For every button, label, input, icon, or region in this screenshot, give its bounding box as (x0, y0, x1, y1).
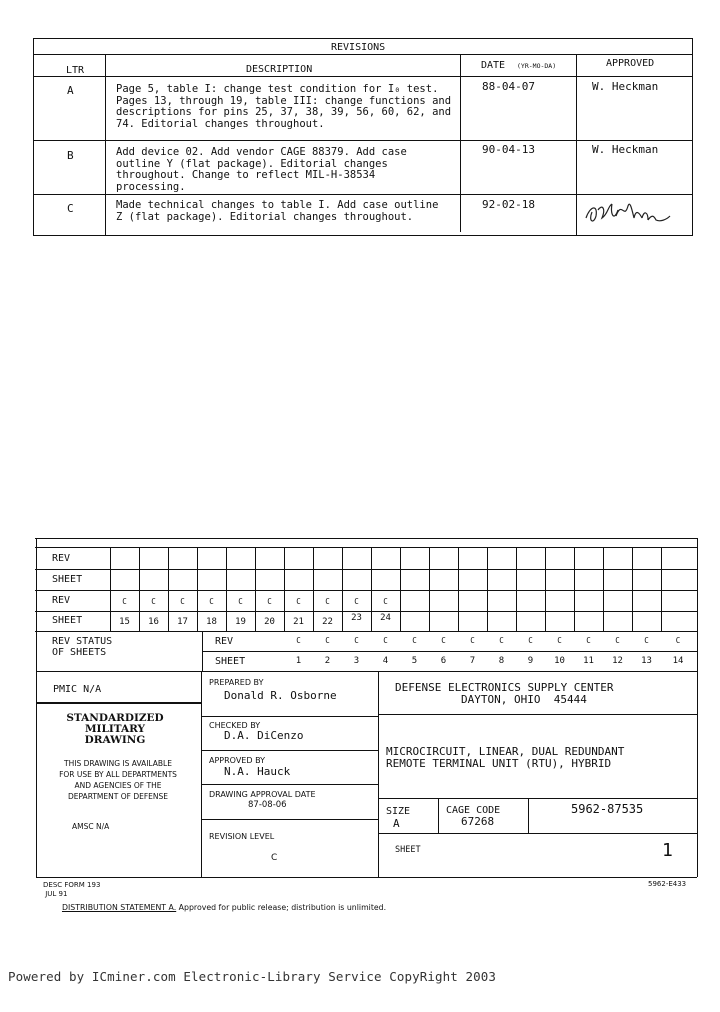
standardized-military-drawing: STANDARDIZED MILITARY DRAWING (66, 712, 164, 746)
sheet-cell: 17 (177, 617, 188, 627)
status-sheet-cell: 1 (295, 656, 302, 666)
size-value: A (393, 817, 400, 830)
availability-note: THIS DRAWING IS AVAILABLE FOR USE BY ALL DEPARTMENTS AND AGENCIES OF THE DEPARTMENT OF DEFENSE (59, 759, 177, 801)
sheet-cell: 19 (235, 617, 246, 627)
prepared-by: Donald R. Osborne (224, 689, 337, 702)
status-sheet-cell: 6 (440, 656, 447, 666)
date-format-header: (YR-MO-DA) (517, 62, 557, 70)
sheet-cell: 23 (351, 613, 362, 623)
checked-by-label: CHECKED BY (209, 721, 261, 730)
status-rev-cell: C (441, 636, 446, 645)
drawing-number: 5962-87535 (571, 802, 644, 816)
sheet-label-title: SHEET (395, 845, 421, 855)
rev-row-date: 92-02-18 (482, 198, 535, 211)
status-sheet-cell: 14 (672, 656, 684, 666)
status-rev-cell: C (675, 636, 681, 645)
status-rev-cell: C (470, 636, 475, 645)
sheet-cell: 21 (293, 617, 304, 627)
rev-row-approved: W. Heckman (592, 80, 659, 93)
agency-city: DAYTON, OHIO 45444 (461, 693, 587, 706)
sheet-cell: 15 (119, 617, 130, 627)
rev-row-ltr: C (67, 202, 74, 215)
rev-row-ltr: B (67, 149, 74, 162)
sheet-cell: 24 (380, 613, 391, 623)
status-rev-cell: C (325, 636, 330, 645)
status-rev-cell: C (499, 636, 504, 645)
approved-header: APPROVED (606, 58, 655, 69)
description-header: DESCRIPTION (246, 64, 313, 75)
rev-row-ltr: A (67, 84, 74, 97)
rev-cell: C (151, 597, 156, 606)
status-rev-cell: C (296, 636, 301, 645)
status-sheet-cell: 12 (612, 656, 623, 666)
approved-by: N.A. Hauck (224, 765, 291, 778)
rev-label: REV (52, 595, 71, 606)
rev-cell: C (325, 597, 330, 606)
distribution-statement (57, 896, 386, 912)
status-rev-cell: C (383, 636, 388, 645)
status-rev-label: REV (215, 636, 234, 647)
status-sheet-cell: 13 (641, 656, 652, 666)
checked-by: D.A. DiCenzo (224, 729, 304, 742)
rev-cell: C (209, 597, 214, 606)
status-sheet-cell: 3 (353, 656, 360, 666)
revisions-title: REVISIONS (331, 42, 386, 53)
rev-row-date: 90-04-13 (482, 143, 535, 156)
status-sheet-cell: 2 (324, 656, 331, 666)
status-rev-cell: C (412, 636, 417, 645)
rev-cell: C (267, 597, 272, 606)
distribution-text: Approved for public release; distribution is unlimited. (176, 902, 387, 912)
status-sheet-cell: 10 (554, 656, 565, 666)
status-sheet-cell: 4 (382, 656, 389, 666)
rev-row-description: Page 5, table I: change test condition for I₀ test. Pages 13, through 19, table III: change functions and descriptions for pins 25, 37, 38, 39, 56, 60, 62, and 74. Editorial changes throughout. (116, 83, 452, 130)
rev-cell: C (122, 597, 127, 606)
powered-by-footer: Powered by ICminer.com Electronic-Library Service CopyRight 2003 (8, 969, 497, 984)
status-sheet-label: SHEET (215, 656, 246, 667)
sheet-cell: 20 (264, 617, 275, 627)
status-sheet-cell: 8 (498, 656, 505, 666)
status-sheet-cell: 9 (527, 656, 534, 666)
distribution-label: DISTRIBUTION STATEMENT A. (61, 902, 177, 912)
rev-label: REV (52, 553, 71, 564)
sheet-cell: 16 (148, 617, 159, 627)
status-rev-cell: C (644, 636, 649, 645)
revision-level-label: REVISION LEVEL (209, 832, 275, 841)
approved-by-label: APPROVED BY (209, 756, 266, 765)
revision-level: C (271, 853, 278, 863)
sheet-cell: 22 (322, 617, 333, 627)
rev-row-description: Made technical changes to table I. Add case outline Z (flat package). Editorial changes throughout. (116, 199, 439, 223)
rev-cell: C (354, 597, 359, 606)
rev-status-label: REV STATUS OF SHEETS (52, 636, 113, 658)
status-rev-cell: C (586, 636, 591, 645)
status-sheet-cell: 11 (583, 656, 594, 666)
prepared-by-label: PREPARED BY (209, 678, 264, 687)
approval-date-label: DRAWING APPROVAL DATE (209, 790, 316, 799)
date-header: DATE (481, 60, 506, 71)
rev-row-approved: W. Heckman (592, 143, 659, 156)
approver-signature (582, 196, 674, 232)
agency-name: DEFENSE ELECTRONICS SUPPLY CENTER (395, 681, 614, 694)
form-number-right: 5962-E433 (648, 880, 687, 888)
status-rev-cell: C (557, 636, 562, 645)
approval-date: 87-08-06 (248, 800, 287, 810)
pmic-label: PMIC N/A (53, 684, 102, 695)
form-number-left: DESC FORM 193 JUL 91 (43, 881, 101, 898)
rev-cell: C (296, 597, 301, 606)
cage-code: 67268 (461, 815, 495, 828)
sheet-number: 1 (662, 840, 673, 861)
rev-row-date: 88-04-07 (482, 80, 535, 93)
rev-cell: C (383, 597, 388, 606)
rev-cell: C (180, 597, 185, 606)
amsc-label: AMSC N/A (72, 822, 110, 831)
drawing-title: MICROCIRCUIT, LINEAR, DUAL REDUNDANT REMOTE TERMINAL UNIT (RTU), HYBRID (386, 745, 625, 770)
status-rev-cell: C (528, 636, 533, 645)
ltr-header: LTR (66, 65, 85, 76)
cage-code-label: CAGE CODE (446, 805, 501, 816)
status-sheet-cell: 5 (411, 656, 418, 666)
status-rev-cell: C (615, 636, 620, 645)
sheet-label: SHEET (52, 615, 83, 626)
status-sheet-cell: 7 (469, 656, 476, 666)
sheet-cell: 18 (206, 617, 217, 627)
status-rev-cell: C (354, 636, 359, 645)
sheet-label: SHEET (52, 574, 83, 585)
rev-cell: C (238, 597, 243, 606)
size-label: SIZE (386, 806, 411, 817)
rev-row-description: Add device 02. Add vendor CAGE 88379. Add case outline Y (flat package). Editorial changes throughout. Change to reflect MIL-H-38534 processing. (116, 146, 407, 193)
